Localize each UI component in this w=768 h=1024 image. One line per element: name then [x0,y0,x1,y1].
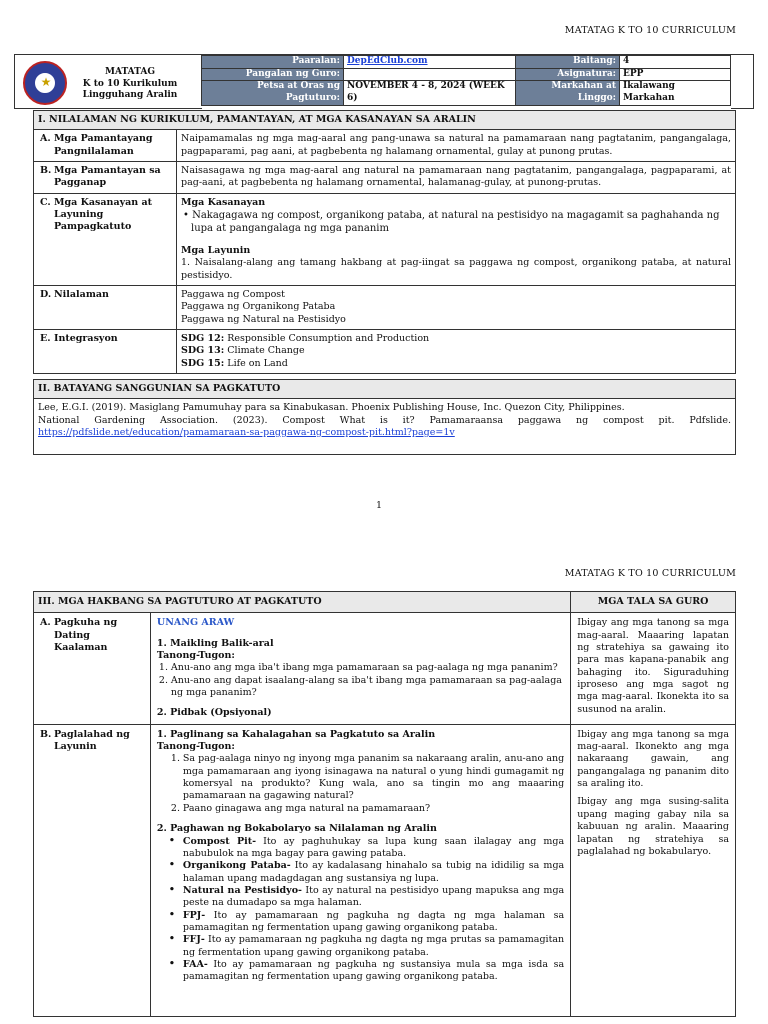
nilalaman-line: Paggawa ng Organikong Pataba [181,301,336,313]
kasanayan-heading: Mga Kasanayan [181,196,266,208]
page-2 [0,548,768,1024]
step-heading: 1. Maikling Balik-aral [156,637,274,649]
tanong-tugon-label: Tanong-Tugon: [156,650,235,662]
step-heading: 2. Pidbak (Opsiyonal) [156,707,272,719]
section-2-title: II. BATAYANG SANGGUNIAN SA PAGKATUTO [34,380,735,399]
paaralan-value[interactable] [344,56,516,69]
nilalaman-line: Paggawa ng Compost [181,289,285,301]
markahan-label: Markahan at Linggo: [516,81,620,105]
teacher-note: Ibigay ang mga susing-salita upang maging gabay nila sa kabuuan ng aralin. Maaaring lapatan ng stratehiya sa paglalahad ng bokabularyo. [577,796,729,857]
row-label: Paglalahad ng Layunin [54,728,130,753]
asignatura-label: Asignatura: [516,68,620,81]
row-paglalahad-layunin: B. Paglalahad ng Layunin 1. Paglinang sa Kahalagahan sa Pagkatuto sa Aralin Tanong-Tugon: 1. Sa pag-aalaga ninyo ng inyong mga pananim sa nakaraang aralin, anu-ano ang mga pamamaraan ang iyong isinagawa na natural o yung hindi gumagamit ng komersyal na produkto? Kung wala, ano sa tingin mo ang maaaring pamamaraan na gagawing natural? 2. Paano ginagawa ang mga natural na pamamaraan? 2. Paghawan ng Bokabolaryo sa Nilalaman ng Aralin • Compost Pit- Ito ay paghuhukay sa lupa kung saan ilalagay ang mga nabubulok na mga bagay para gawing pataba. • Organikong Pataba- Ito ay kadalasang hinahalo sa tubig na ididilig sa mga halaman upang madagdagan ang sustansiya ng lupa. • Natural na Pestisidyo- Ito ay natural na pestisidyo upang mapuksa ang mga peste na dumadapo sa mga halaman. • FPJ- Ito ay pamamaraan ng pagkuha ng dagta ng mga halaman sa pamamagitan ng fermentation upang gawing organikong pataba. • FFJ- Ito ay pamamaraan ng pagkuha ng dagta ng mga prutas sa pamamagitan ng fermentation upang gawing organikong pataba. • FAA- Ito ay pamamaraan ng pagkuha ng sustansiya mula sa mga isda sa pamamagitan ng fermentation upang gawing organikong pataba. Ibigay ang mga tanong sa mga mag-aaral. Ikonekto ang mga nakaraang gawain, ang pangangalaga ng pananim dito sa araling ito. Ibigay ang mga susing-salita upang maging gabay nila sa kabuuan ng aralin. Maaaring lapatan ng stratehiya sa paglalahad ng bokabularyo. [34,724,736,1016]
teacher-note: Ibigay ang mga tanong sa mga mag-aaral. Maaaring lapatan ng stratehiya sa gawaing ito para mas kapana-panabik ang bahaging ito. Siguraduhing iproseso ang mga sagot ng mga mag-aaral. Ikonekta ito sa susunod na aralin. [571,613,736,724]
teacher-note: Ibigay ang mga tanong sa mga mag-aaral. Ikonekto ang mga nakaraang gawain, ang pangangalaga ng pananim dito sa araling ito. [577,728,729,790]
section-1-title: I. NILALAMAN NG KURIKULUM, PAMANTAYAN, AT MGA KASANAYAN SA ARALIN [34,111,735,130]
tanong-tugon-label: Tanong-Tugon: [156,741,235,753]
vocab-item: • FPJ- Ito ay pamamaraan ng pagkuha ng dagta ng mga halaman sa pamamagitan ng fermentation upang gawing organikong pataba. [157,910,564,935]
guro-value [344,68,516,81]
section-2-table [33,379,736,455]
notes-title: MGA TALA SA GURO [571,592,736,613]
day-label: UNANG ARAW [156,617,235,629]
section-1-table [33,110,736,374]
vocab-item: • Organikong Pataba- Ito ay kadalasang hinahalo sa tubig na ididilig sa mga halaman upang madagdagan ang sustansiya ng lupa. [157,860,564,885]
step-heading: 2. Paghawan ng Bokabolaryo sa Nilalaman ng Aralin [156,823,437,835]
sdg-13: SDG 13: Climate Change [181,345,305,357]
row-dating-kaalaman: A. Pagkuha ng Dating Kaalaman UNANG ARAW 1. Maikling Balik-aral Tanong-Tugon: 1. Anu-ano ang mga iba't ibang mga pamamaraan sa pag-aalaga ng mga pananim? 2. Anu-ano ang dapat isaalang-alang sa iba't ibang mga pamamaraan sa pag-aalaga ng mga pananim? 2. Pidbak (Opsiyonal) Ibigay ang mga tanong sa mga mag-aaral. Maaaring lapatan ng stratehiya sa gawaing ito para mas kapana-panabik ang bahaging ito. Siguraduhing iproseso ang mga sagot ng mga mag-aaral. Ikonekta ito sa susunod na aralin. [34,613,736,724]
row-label: Integrasyon [54,333,118,345]
reference-2: National Gardening Association. (2023). Compost What is it? Pamamaraansa paggawa ng compost pit. Pdfslide. https://pdfslide.net/education/pamamaraan-sa-paggawa-ng-compost-pit.html?page=1v [38,414,731,439]
markahan-value: Ikalawang Markahan [620,81,731,105]
question-item: 2. Paano ginagawa ang mga natural na pamamaraan? [170,802,431,814]
lesson-header [14,54,754,109]
row-label: Nilalaman [54,289,109,301]
sdg-12: SDG 12: Responsible Consumption and Production [181,333,430,345]
deped-seal-icon: ★ [23,61,67,105]
running-header: MATATAG K TO 10 CURRICULUM [564,568,736,579]
vocab-item: • FFJ- Ito ay pamamaraan ng pagkuha ng dagta ng mga prutas sa pamamagitan ng fermentation upang gawing organikong pataba. [157,934,564,959]
baitang-label: Baitang: [516,56,620,69]
section-3-title: III. MGA HAKBANG SA PAGTUTURO AT PAGKATUTO [34,592,571,613]
question-item: 1. Sa pag-aalaga ninyo ng inyong mga pananim sa nakaraang aralin, anu-ano ang mga pamamaraan ang iyong isinagawa na natural o yung hindi gumagamit ng komersyal na produkto? Kung wala, ano sa tingin mo ang maaaring pamamaraan na gagawing natural? [170,753,565,802]
petsa-value: NOVEMBER 4 - 8, 2024 (WEEK 6) [344,81,516,105]
question-item: 2. Anu-ano ang dapat isaalang-alang sa iba't ibang mga pamamaraan sa pag-aalaga ng mga pananim? [158,674,562,699]
kasanayan-item: • Nakagagawa ng compost, organikong pataba, at natural na pestisidyo na magagamit sa paghahanda ng lupa at pangangalaga ng mga pananim [183,210,720,235]
baitang-value: 4 [620,56,731,69]
vocab-item: • Natural na Pestisidyo- Ito ay natural na pestisidyo upang mapuksa ang mga peste na dumadapo sa mga halaman. [157,885,564,910]
school-link[interactable]: DepEdClub.com [347,56,428,66]
step-heading: 1. Paglinang sa Kahalagahan sa Pagkatuto sa Aralin [156,728,436,740]
row-label: Pagkuha ng Dating Kaalaman [54,617,118,654]
vocab-item: • Compost Pit- Ito ay paghuhukay sa lupa kung saan ilalagay ang mga nabubulok na mga bagay para gawing pataba. [157,836,564,861]
petsa-label: Petsa at Oras ng Pagtuturo: [202,81,344,105]
logo-title: MATATAG K to 10 Kurikulum Lingguhang Aralin [82,67,178,101]
running-header: MATATAG K TO 10 CURRICULUM [564,25,736,36]
row-label: Mga Pamantayan sa Pagganap [54,165,161,189]
nilalaman-line: Paggawa ng Natural na Pestisidyo [181,313,346,325]
question-item: 1. Anu-ano ang mga iba't ibang mga pamamaraan sa pag-aalaga ng mga pananim? [158,662,558,674]
row-content: Naisasagawa ng mga mag-aaral ang natural na pamamaraan nang pagtatanim, pangangalaga, pagpaparami, at pag-aani, at pagbebenta ng halamang ornamental, halamanag-gulay, at punong-prutas. [181,165,731,189]
reference-link[interactable]: https://pdfslide.net/education/pamamaraan-sa-paggawa-ng-compost-pit.html?page=1v [38,427,455,439]
layunin-item: 1. Naisalang-alang ang tamang hakbang at pag-iingat sa paggawa ng compost, organikong pataba, at natural pestisidyo. [181,257,731,281]
layunin-heading: Mga Layunin [181,245,251,257]
row-label: Mga Kasanayan at Layuning Pampagkatuto [54,196,153,233]
row-pamantayang-pangnilalaman: A. Mga Pamantayang Pangnilalaman Naipamamalas ng mga mag-aaral ang pang-unawa sa natural na pamamaraan nang pagtatanim, pangangalaga, pagpaparami, pag aani, at pagbebenta ng halamang ornamental, gulay at punong prutas. [34,130,735,162]
reference-1: Lee, E.G.I. (2019). Masiglang Pamumuhay para sa Kinabukasan. Phoenix Publishing House, Inc. Quezon City, Philippines. [38,402,625,414]
row-nilalaman: D. Nilalaman Paggawa ng Compost Paggawa ng Organikong Pataba Paggawa ng Natural na Pestisidyo [34,286,735,330]
row-label: Mga Pamantayang Pangnilalaman [54,133,153,157]
page-number: 1 [376,500,383,511]
vocab-item: • FAA- Ito ay pamamaraan ng pagkuha ng sustansiya mula sa mga isda sa pamamagitan ng fermentation upang gawing organikong pataba. [157,959,564,984]
asignatura-value: EPP [620,68,731,81]
guro-label: Pangalan ng Guro: [202,68,344,81]
row-pamantayan-pagganap: B. Mga Pamantayan sa Pagganap Naisasagawa ng mga mag-aaral ang natural na pamamaraan nang pagtatanim, pangangalaga, pagpaparami, at pag-aani, at pagbebenta ng halamang ornamental, halamanag-gulay, at punong-prutas. [34,162,735,194]
row-content: Naipamamalas ng mga mag-aaral ang pang-unawa sa natural na pamamaraan nang pagtatanim, pangangalaga, pagpaparami, pag aani, at pagbebenta ng halamang ornamental, gulay at punong prutas. [181,133,731,157]
section-3-table [33,591,736,1017]
row-integrasyon: E. Integrasyon SDG 12: Responsible Consumption and Production SDG 13: Climate Change SDG 15: Life on Land [34,330,735,373]
sdg-15: SDG 15: Life on Land [181,357,288,369]
paaralan-label: Paaralan: [202,56,344,69]
row-kasanayan-layunin: C. Mga Kasanayan at Layuning Pampagkatuto Mga Kasanayan • Nakagagawa ng compost, organikong pataba, at natural na pestisidyo na magagamit sa paghahanda ng lupa at pangangalaga ng mga pananim Mga Layunin 1. Naisalang-alang ang tamang hakbang at pag-iingat sa paggawa ng compost, organikong pataba, at natural pestisidyo. [34,194,735,286]
